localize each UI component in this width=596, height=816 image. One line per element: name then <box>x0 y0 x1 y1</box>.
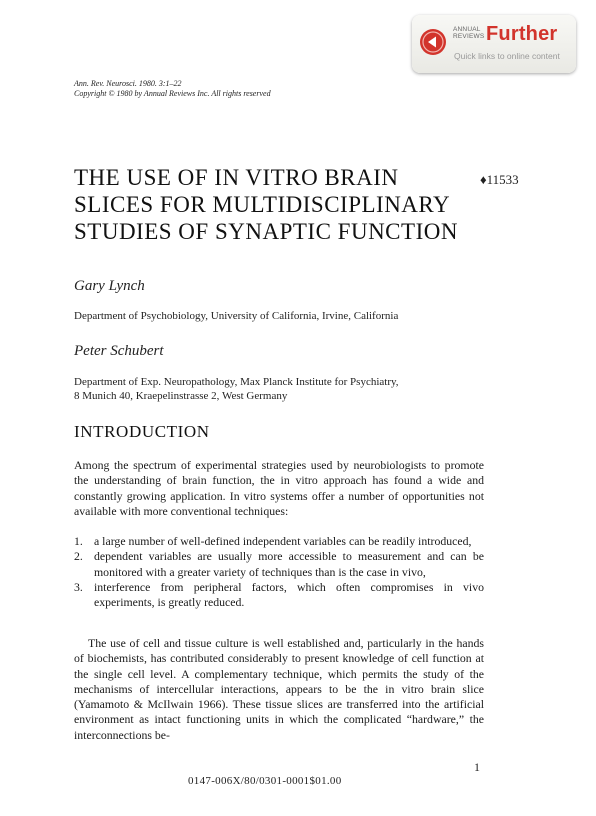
list-number: 1. <box>74 534 83 548</box>
footer-code: 0147-006X/80/0301-0001$01.00 <box>188 775 342 787</box>
list-item <box>74 549 484 580</box>
section-heading: INTRODUCTION <box>74 422 210 441</box>
author-name: Peter Schubert <box>74 343 164 359</box>
journal-citation <box>74 79 271 99</box>
banner-annual-text: ANNUAL <box>453 26 481 33</box>
list-text: interference from peripheral factors, which often compromises in vivo experiments, is greatly reduced. <box>94 579 484 610</box>
list-text: dependent variables are usually more accessible to measurement and can be monitored with a greater variety of techniques than is the case in vivo, <box>94 549 484 579</box>
back-arrow-icon <box>419 28 447 56</box>
author-affiliation <box>74 375 399 403</box>
list-item <box>74 534 484 549</box>
affiliation-line: 8 Munich 40, Kraepelinstrasse 2, West Germany <box>74 390 288 402</box>
intro-paragraph: Among the spectrum of experimental strategies used by neurobiologists to promote the understanding of brain function, the in vitro approach has found a wide and constantly growing application. In vitro systems offer a number of opportunities not available with more conventional techniques: <box>74 458 484 518</box>
author-affiliation <box>74 309 398 323</box>
list-number: 2. <box>74 549 83 564</box>
advantages-list <box>74 534 484 610</box>
author-name: Gary Lynch <box>74 278 145 294</box>
title-line: SLICES FOR MULTIDISCIPLINARY <box>74 192 451 217</box>
banner-brand: Further <box>486 23 558 45</box>
article-title <box>74 164 484 245</box>
citation-journal: Ann. Rev. Neurosci. 1980. 3:1–22 <box>74 79 182 88</box>
body-paragraph: The use of cell and tissue culture is well established and, particularly in the hands of biochemists, has contributed considerably to present knowledge of cell function at the single cell level. A complementary technique, which permits the study of the mechanisms of intercellular interactions, appears to be the in vitro brain slice (Yamamoto & McIlwain 1966). These tissue slices are transferred into the artificial environment as intact functioning units in which the complicated “hardware,” the interconnections be- <box>74 636 484 742</box>
affiliation-line: Department of Exp. Neuropathology, Max Planck Institute for Psychiatry, <box>74 376 399 388</box>
banner-reviews-text: REVIEWS <box>453 33 485 40</box>
affiliation-line: Department of Psychobiology, University of California, Irvine, California <box>74 310 399 322</box>
citation-copyright: Copyright © 1980 by Annual Reviews Inc. All rights reserved <box>74 89 271 98</box>
banner-publisher-label <box>453 26 484 40</box>
article-code: ♦11533 <box>480 172 519 187</box>
list-item <box>74 580 484 611</box>
title-line: STUDIES OF SYNAPTIC FUNCTION <box>74 219 458 244</box>
title-line: THE USE OF IN VITRO BRAIN <box>74 165 399 190</box>
banner-tagline: Quick links to online content <box>454 51 560 61</box>
list-number: 3. <box>74 579 83 594</box>
page-number: 1 <box>474 760 480 774</box>
list-text: a large number of well-defined independent variables can be readily introduced, <box>94 534 472 548</box>
